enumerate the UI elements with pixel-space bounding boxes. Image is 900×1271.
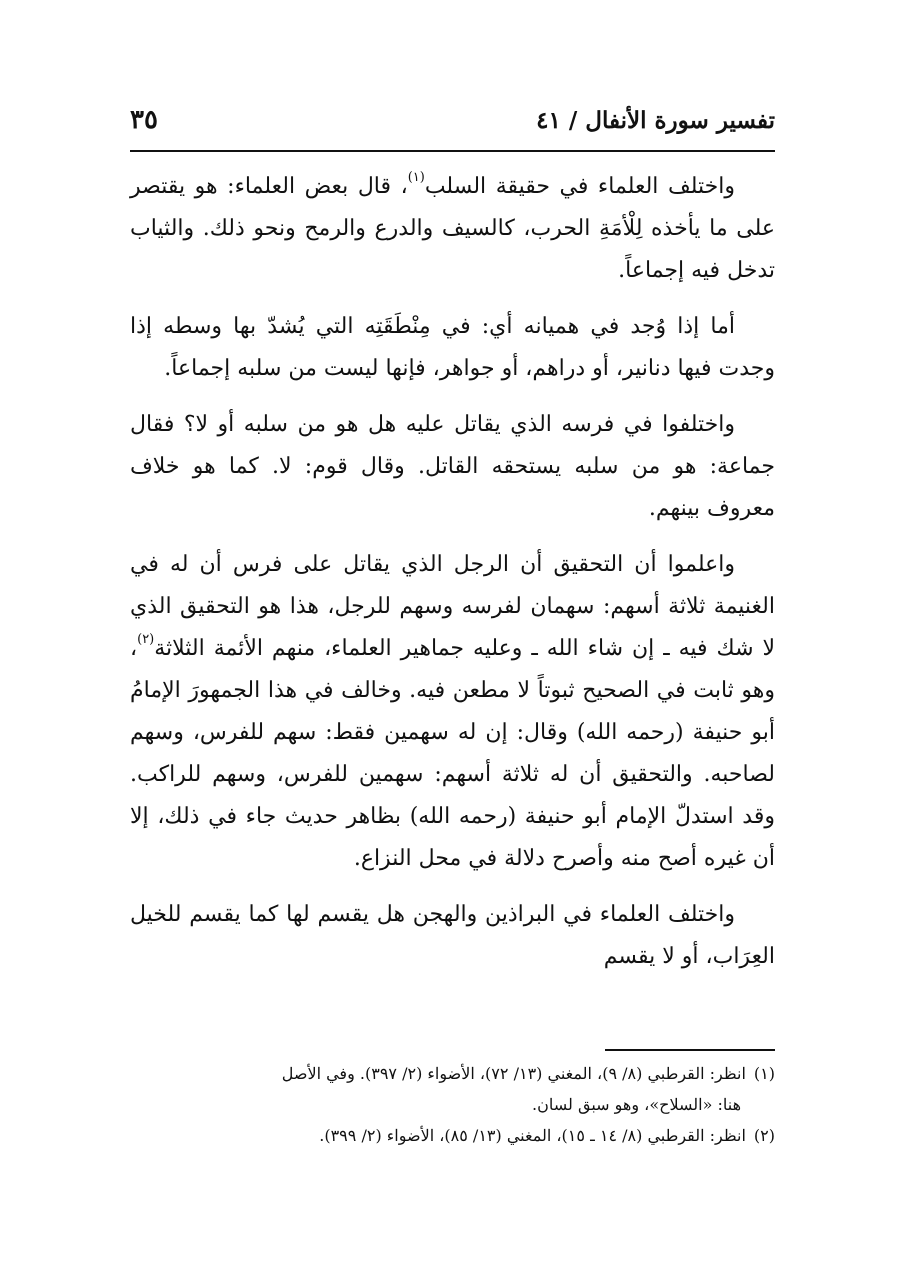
footnote-number: (١): [753, 1064, 775, 1083]
paragraph: [130, 894, 775, 978]
paragraph-text: واعلموا أن التحقيق أن الرجل الذي يقاتل على فرس أن له في الغنيمة ثلاثة أسهم: سهمان لفرسه وسهم للرجل، هذا هو التحقيق الذي لا شك فيه ـ إن شاء الله ـ وعليه جماهير العلماء، منهم الأئمة الثلاثة: [130, 552, 775, 661]
footnote-separator: [605, 1049, 775, 1051]
paragraph-text: ، قال بعض العلماء: هو يقتصر على ما يأخذه لِلْأمَةِ الحرب، كالسيف والدرع والرمح ونحو ذلك. والثياب تدخل فيه إجماعاً.: [130, 174, 775, 283]
main-text: [130, 166, 775, 992]
footnotes: [130, 1058, 775, 1151]
paragraph-text: واختلفوا في فرسه الذي يقاتل عليه هل هو من سلبه أو لا؟ فقال جماعة: هو من سلبه يستحقه القاتل. وقال قوم: لا. كما هو خلاف معروف بينهم.: [130, 412, 775, 521]
paragraph-text: أما إذا وُجد في هميانه أي: في مِنْطَقَتِه التي يُشدّ بها وسطه إذا وجدت فيها دنانير، أو دراهم، أو جواهر، فإنها ليست من سلبه إجماعاً.: [130, 314, 775, 381]
paragraph-text: واختلف العلماء في حقيقة السلب: [424, 174, 735, 199]
header-title: تفسير سورة الأنفال / ٤١: [536, 107, 775, 134]
running-header: [130, 103, 775, 147]
paragraph: [130, 166, 775, 292]
footnote-item: [130, 1120, 775, 1151]
footnote-marker: (١): [407, 170, 425, 185]
paragraph: [130, 544, 775, 880]
footnote-text: انظر: القرطبي (٨/ ١٤ ـ ١٥)، المغني (١٣/ ٨٥)، الأضواء (٢/ ٣٩٩).: [319, 1126, 746, 1145]
paragraph-text: واختلف العلماء في البراذين والهجن هل يقسم لها كما يقسم للخيل العِرَاب، أو لا يقسم: [130, 902, 775, 969]
footnote-item: [130, 1058, 775, 1089]
footnote-number: (٢): [753, 1126, 775, 1145]
footnote-continuation: هنا: «السلاح»، وهو سبق لسان.: [532, 1095, 741, 1114]
footnote-marker: (٢): [137, 632, 155, 647]
header-rule: [130, 150, 775, 152]
paragraph: [130, 306, 775, 390]
page-number: ٣٥: [130, 105, 158, 135]
paragraph: [130, 404, 775, 530]
footnote-text: انظر: القرطبي (٨/ ٩)، المغني (١٣/ ٧٢)، الأضواء (٢/ ٣٩٧). وفي الأصل: [281, 1064, 746, 1083]
paragraph-text: ، وهو ثابت في الصحيح ثبوتاً لا مطعن فيه. وخالف في هذا الجمهورَ الإمامُ أبو حنيفة (رحمه الله) وقال: إن له سهمين فقط: سهم للفرس، وسهم لصاحبه. والتحقيق أن له ثلاثة أسهم: سهمين للفرس، وسهم للراكب. وقد استدلّ الإمام أبو حنيفة (رحمه الله) بظاهر حديث جاء في ذلك، إلا أن غيره أصح منه وأصرح دلالة في محل النزاع.: [130, 636, 775, 871]
